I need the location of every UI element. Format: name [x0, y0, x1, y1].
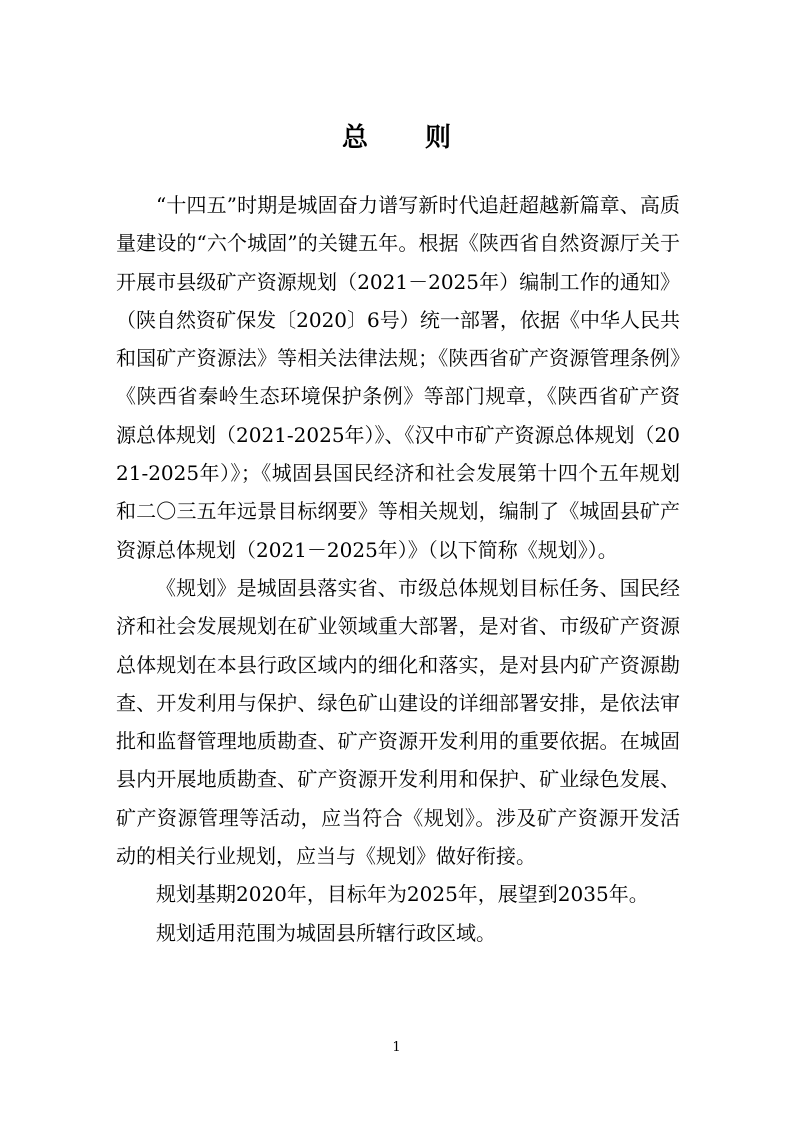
page-number: 1 — [392, 1040, 401, 1055]
paragraph-plan-period: 规划基期2020年，目标年为2025年，展望到2035年。 — [156, 882, 649, 907]
paragraph-plan-role: 《规划》是城固县落实省、市级总体规划目标任务、国民经济和社会发展规划在矿业领域重大部署，是对省、市级矿产资源总体规划在本县行政区域内的细化和落实，是对县内矿产资源勘查、开发利用与保护、绿色矿山建设的详细部署安排，是依法审批和监督管理地质勘查、矿产资源开发利用的重要依据。在城固县内开展地质勘查、矿产资源开发利用和保护、矿业绿色发展、矿产资源管理等活动，应当符合《规划》。涉及矿产资源开发活动的相关行业规划，应当与《规划》做好衔接。 — [116, 575, 680, 869]
body-text — [116, 186, 680, 952]
page-title: 总 则 — [341, 123, 476, 153]
paragraph-plan-scope: 规划适用范围为城固县所辖行政区域。 — [156, 920, 496, 945]
paragraph-background: “十四五”时期是城固奋力谱写新时代追赶超越新篇章、高质量建设的“六个城固”的关键五年。根据《陕西省自然资源厅关于开展市县级矿产资源规划（2021－2025年）编制工作的通知》（陕自然资矿保发〔2020〕6号）统一部署，依据《中华人民共和国矿产资源法》等相关法律法规；《陕西省矿产资源管理条例》《陕西省秦岭生态环境保护条例》等部门规章，《陕西省矿产资源总体规划（2021-2025年）》、《汉中市矿产资源总体规划（2021-2025年）》；《城固县国民经济和社会发展第十四个五年规划和二〇三五年远景目标纲要》等相关规划，编制了《城固县矿产资源总体规划（2021－2025年）》（以下简称《规划》）。 — [116, 193, 681, 562]
